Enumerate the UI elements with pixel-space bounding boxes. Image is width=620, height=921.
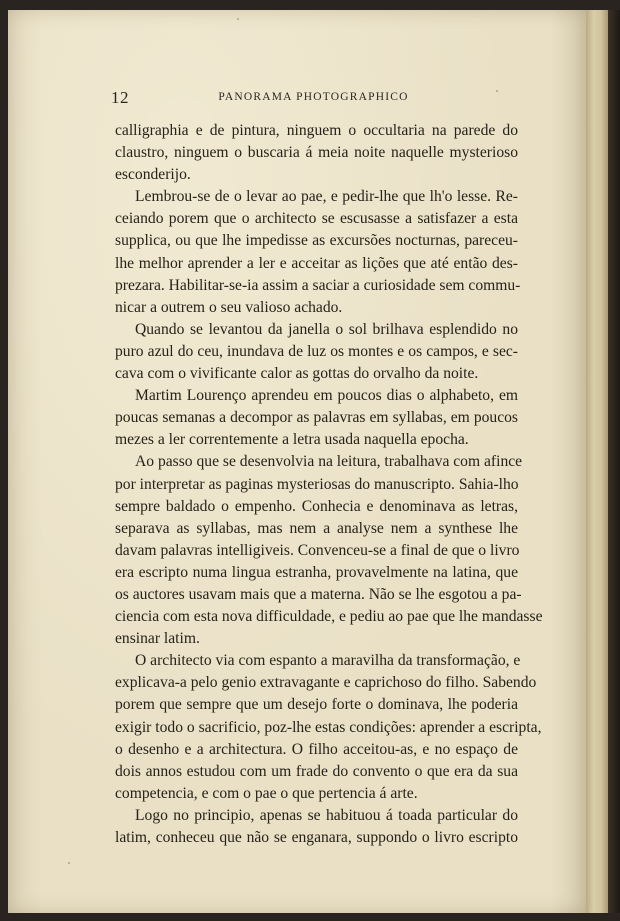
paper-speck xyxy=(68,862,70,864)
paragraph xyxy=(115,650,542,805)
book-gutter xyxy=(586,10,608,913)
paper-speck xyxy=(237,18,239,20)
text-line: puro azul do ceu, inundava de luz os montes e os campos, e sec- xyxy=(115,342,518,360)
text-line: poucas semanas a decompor as palavras em syllabas, em poucos xyxy=(115,409,518,427)
paragraph xyxy=(115,186,521,319)
text-line: competencia, e com o pae o que pertencia á arte. xyxy=(115,784,418,802)
text-line: latim, conheceu que não se enganara, suppondo o livro escripto xyxy=(115,829,518,846)
running-title: PANORAMA PHOTOGRAPHICO xyxy=(218,91,409,103)
page-edge xyxy=(608,10,620,913)
paragraph xyxy=(115,319,518,385)
paragraph xyxy=(115,451,543,650)
text-line: lhe melhor aprender a ler e acceitar as lições que até então des- xyxy=(115,254,518,272)
text-line: davam palavras intelligiveis. Convenceu-se a final de que o livro xyxy=(115,541,520,559)
text-line: ensinar latim. xyxy=(115,630,200,648)
paragraph xyxy=(115,385,518,451)
page-number: 12 xyxy=(111,88,129,107)
text-line: Ao passo que se desenvolvia na leitura, trabalhava com afince xyxy=(135,453,523,471)
paragraph xyxy=(115,805,518,849)
text-line: Martim Lourenço aprendeu em poucos dias o alphabeto, em xyxy=(135,387,518,405)
text-line: sempre baldado o empenho. Conhecia e denominava as letras, xyxy=(115,497,518,515)
text-line: porem que sempre que um desejo forte o dominava, lhe poderia xyxy=(115,696,518,714)
text-line: dois annos estudou com um frade do convento o que era da sua xyxy=(115,762,518,780)
text-line: prezara. Habilitar-se-ia assim a saciar a curiosidade sem commu- xyxy=(115,276,521,294)
text-line: mezes a ler correntemente a letra usada naquella epocha. xyxy=(115,431,469,449)
text-line: supplica, ou que lhe impedisse as excursões nocturnas, pareceu- xyxy=(115,232,518,250)
text-line: nicar a outrem o seu valioso achado. xyxy=(115,298,343,316)
text-line: exigir todo o sacrificio, poz-lhe estas condições: aprender a escripta, xyxy=(115,718,542,736)
text-line: ciencia com esta nova difficuldade, e pediu ao pae que lhe mandasse xyxy=(115,608,543,626)
body-text xyxy=(115,120,543,849)
text-line: O architecto via com espanto a maravilha da transformação, e xyxy=(135,652,521,670)
text-line: Quando se levantou da janella o sol brilhava esplendido no xyxy=(135,320,518,338)
text-line: Lembrou-se de o levar ao pae, e pedir-lhe que lh'o lesse. Re- xyxy=(135,188,518,206)
text-line: separava as syllabas, mas nem a analyse nem a synthese lhe xyxy=(115,519,518,537)
text-line: claustro, ninguem o buscaria á meia noite naquelle mysterioso xyxy=(115,144,518,162)
text-line: cava com o vivificante calor as gottas do orvalho da noite. xyxy=(115,365,479,383)
text-line: era escripto numa lingua estranha, provavelmente na latina, que xyxy=(115,563,518,581)
paragraph xyxy=(115,120,518,186)
text-line: Logo no principio, apenas se habituou á toada particular do xyxy=(135,806,518,824)
text-line: o desenho e a architectura. O filho acceitou-as, e no espaço de xyxy=(115,740,518,758)
text-line: ceiando porem que o architecto se escusasse a satisfazer a esta xyxy=(115,210,518,228)
text-line: esconderijo. xyxy=(115,166,191,184)
page-header xyxy=(111,88,516,112)
text-line: explicava-a pelo genio extravagante e caprichoso do filho. Sabendo xyxy=(115,674,537,692)
text-line: calligraphia e de pintura, ninguem o occultaria na parede do xyxy=(115,122,518,139)
text-line: por interpretar as paginas mysteriosas do manuscripto. Sahia-lho xyxy=(115,475,519,493)
text-line: os auctores usavam mais que a materna. Não se lhe esgotou a pa- xyxy=(115,585,522,603)
